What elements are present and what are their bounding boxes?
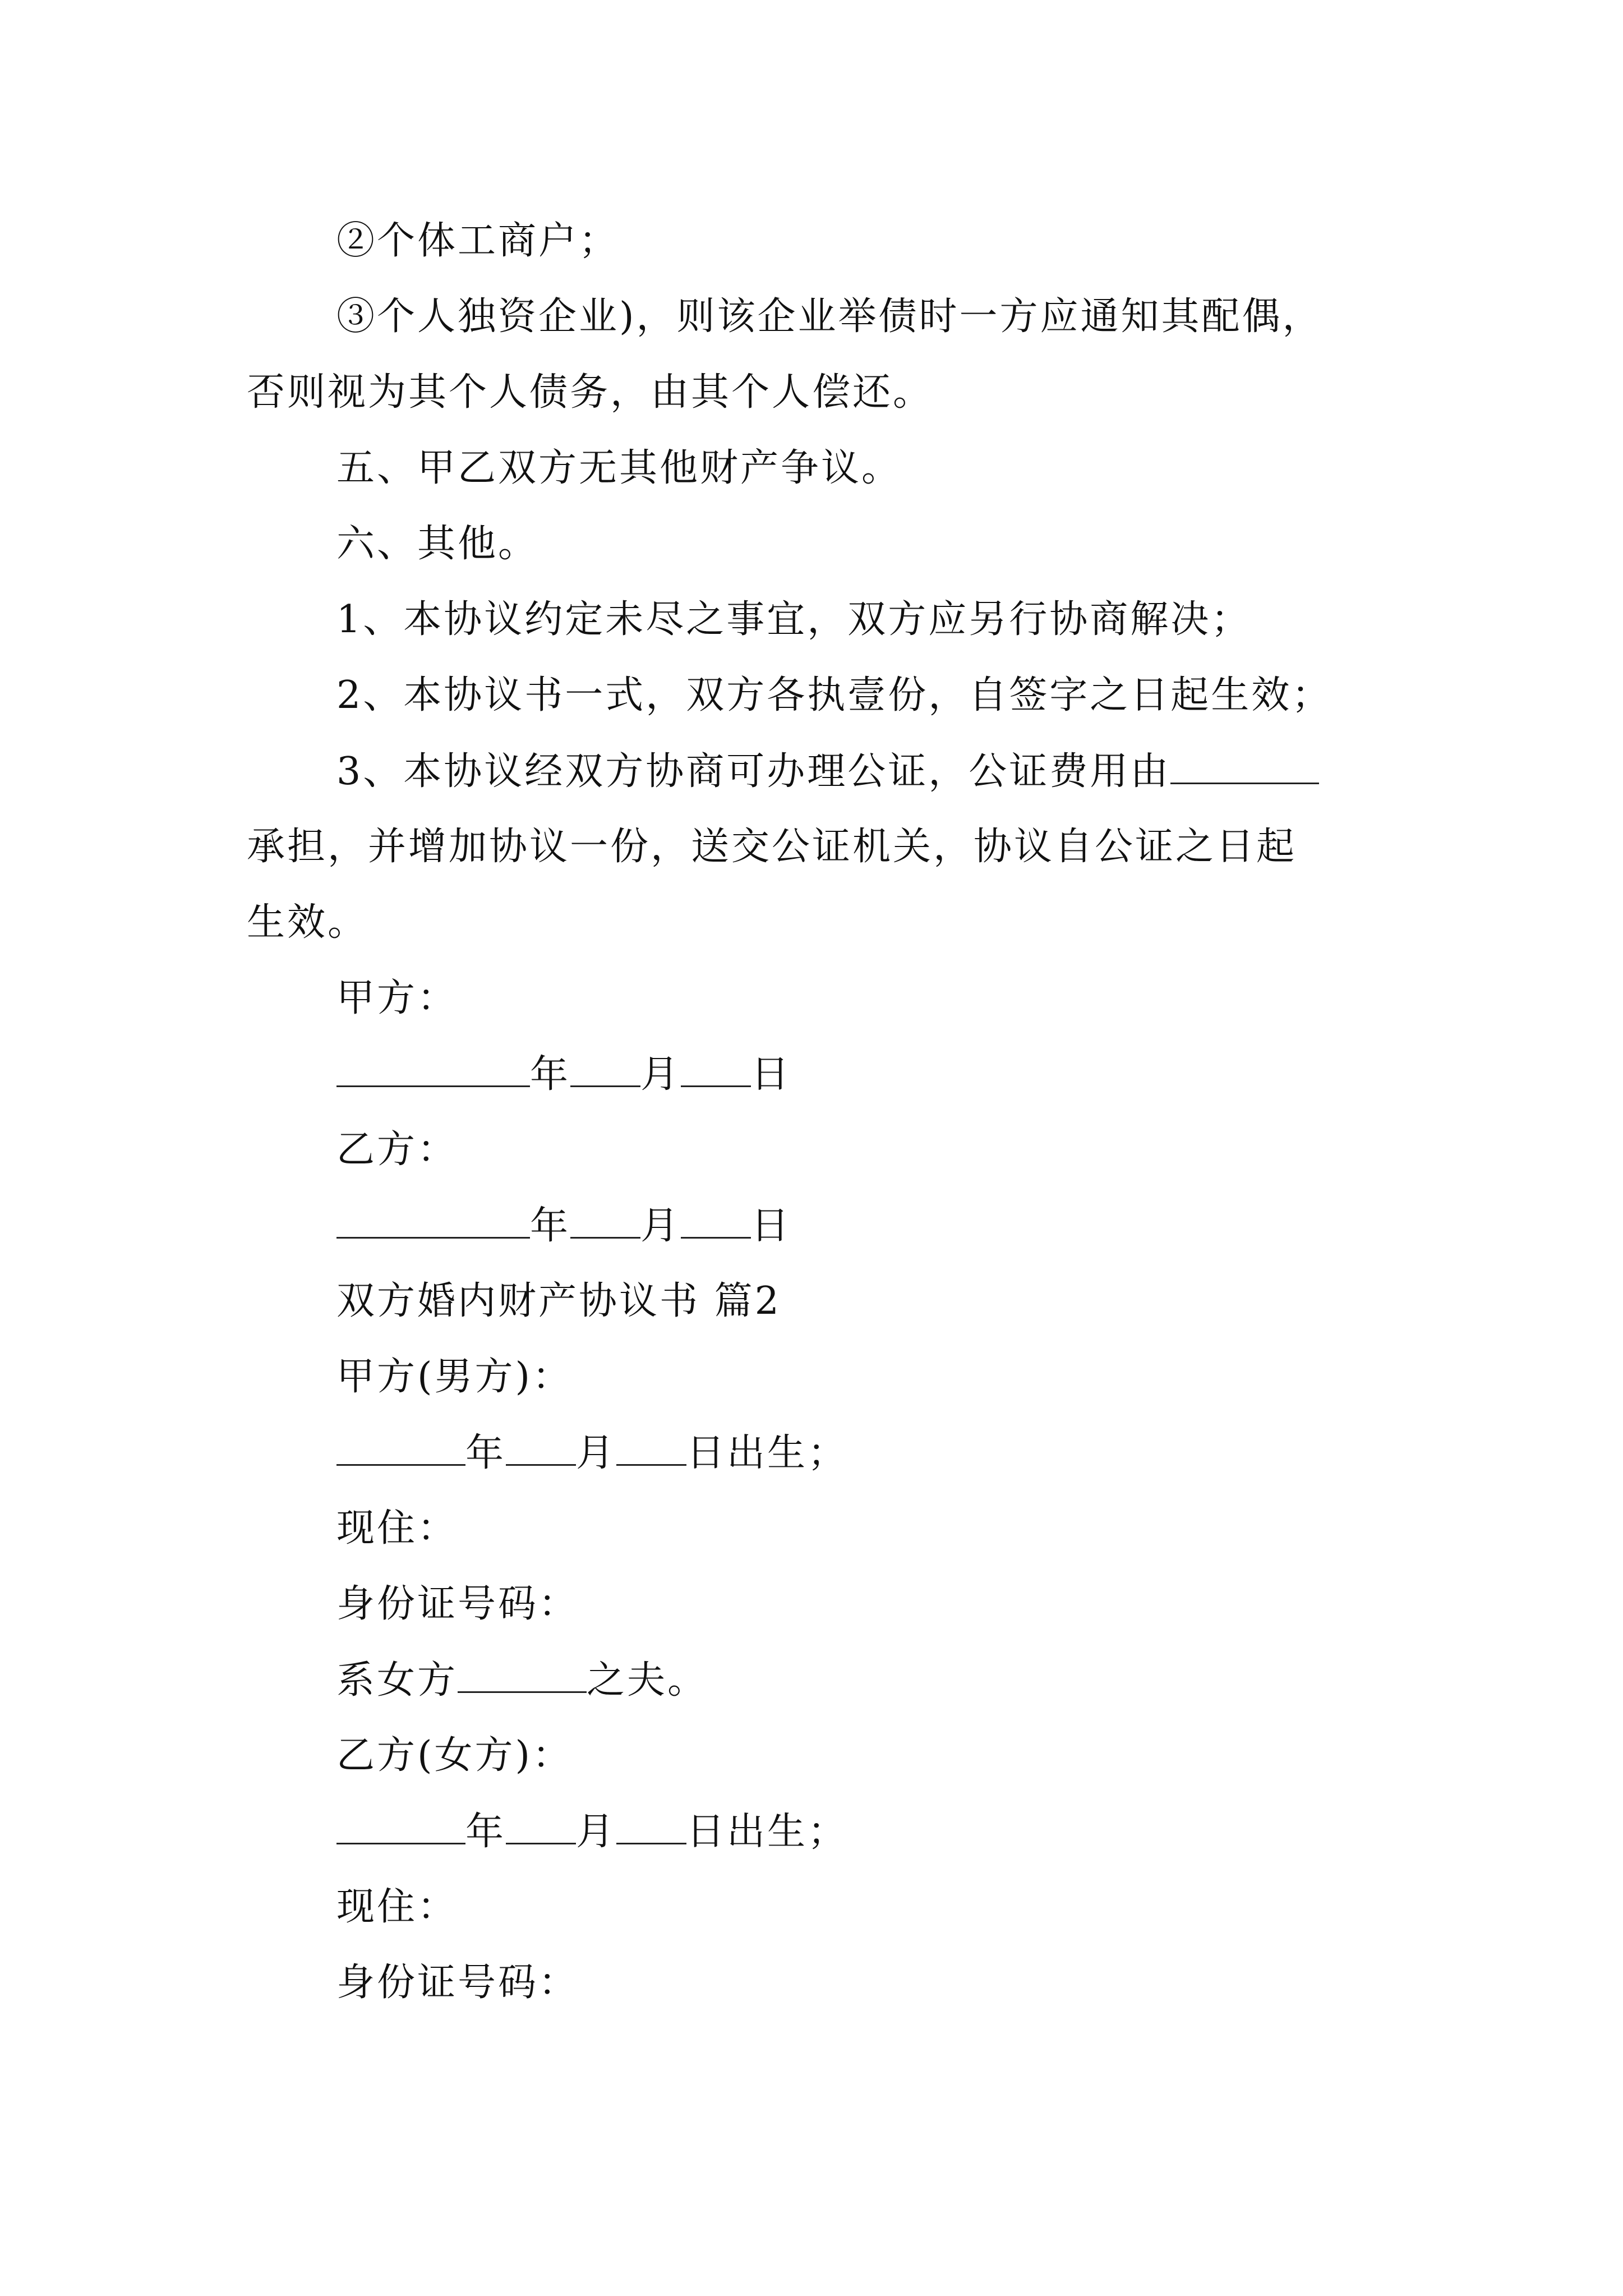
year-label: 年 [530,1204,571,1248]
wife-birth-date-line [336,1809,848,1855]
month-label: 月 [576,1810,617,1854]
year-blank [336,1052,530,1087]
text-line-section-six: 六、其他。 [336,522,539,566]
text-line-clause-1: 1、本协议约定未尽之事宜，双方应另行协商解决； [336,597,1252,642]
day-label: 日 [751,1052,792,1097]
year-blank [336,1809,465,1844]
day-blank [616,1430,686,1466]
relation-prefix: 系女方 [336,1658,458,1703]
year-label: 年 [530,1052,571,1097]
day-blank [681,1052,751,1087]
month-label: 月 [640,1052,681,1097]
text-line-clause-2: 2、本协议书一式，双方各执壹份，自签字之日起生效； [336,673,1332,717]
husband-id-label: 身份证号码： [336,1582,579,1626]
party-b-date-line [336,1203,791,1249]
month-blank [570,1052,640,1087]
text-line-clause-3 [336,749,1319,794]
wife-name-blank [458,1658,587,1693]
wife-address-label: 现住： [336,1885,458,1929]
husband-address-label: 现住： [336,1506,458,1550]
month-blank [506,1809,576,1844]
party-a-husband-label: 甲方(男方)： [336,1355,573,1399]
text-line-enterprise-debt: ③个人独资企业)，则该企业举债时一方应通知其配偶， [336,295,1323,339]
month-blank [506,1430,576,1466]
text-line-clause-3-cont: 承担，并增加协议一份，送交公证机关，协议自公证之日起 [247,825,1297,869]
year-label: 年 [465,1810,506,1854]
year-label: 年 [465,1431,506,1475]
birth-label: 日出生； [686,1810,849,1854]
husband-birth-date-line [336,1430,848,1476]
text-line-personal-debt: 否则视为其个人债务，由其个人偿还。 [247,370,934,415]
party-b-label: 乙方： [336,1128,458,1172]
section-title-part-2: 双方婚内财产协议书 篇2 [336,1279,781,1323]
text-line-sole-proprietor: ②个体工商户； [336,219,620,263]
text-line-clause-3-end: 生效。 [247,900,368,945]
clause-3-text: 3、本协议经双方协商可办理公证，公证费用由 [336,749,1171,794]
day-blank [616,1809,686,1844]
party-a-date-line [336,1052,791,1097]
year-blank [336,1430,465,1466]
month-label: 月 [576,1431,617,1475]
notary-fee-blank [1170,749,1319,784]
wife-id-label: 身份证号码： [336,1961,579,2005]
party-a-label: 甲方： [336,976,458,1020]
day-blank [681,1203,751,1239]
day-label: 日 [751,1204,792,1248]
relation-suffix: 之夫。 [587,1658,708,1703]
birth-label: 日出生； [686,1431,849,1475]
party-b-wife-label: 乙方(女方)： [336,1733,573,1778]
month-label: 月 [640,1204,681,1248]
month-blank [570,1203,640,1239]
text-line-section-five: 五、甲乙双方无其他财产争议。 [336,446,902,490]
husband-relation-line [336,1658,708,1703]
year-blank [336,1203,530,1239]
